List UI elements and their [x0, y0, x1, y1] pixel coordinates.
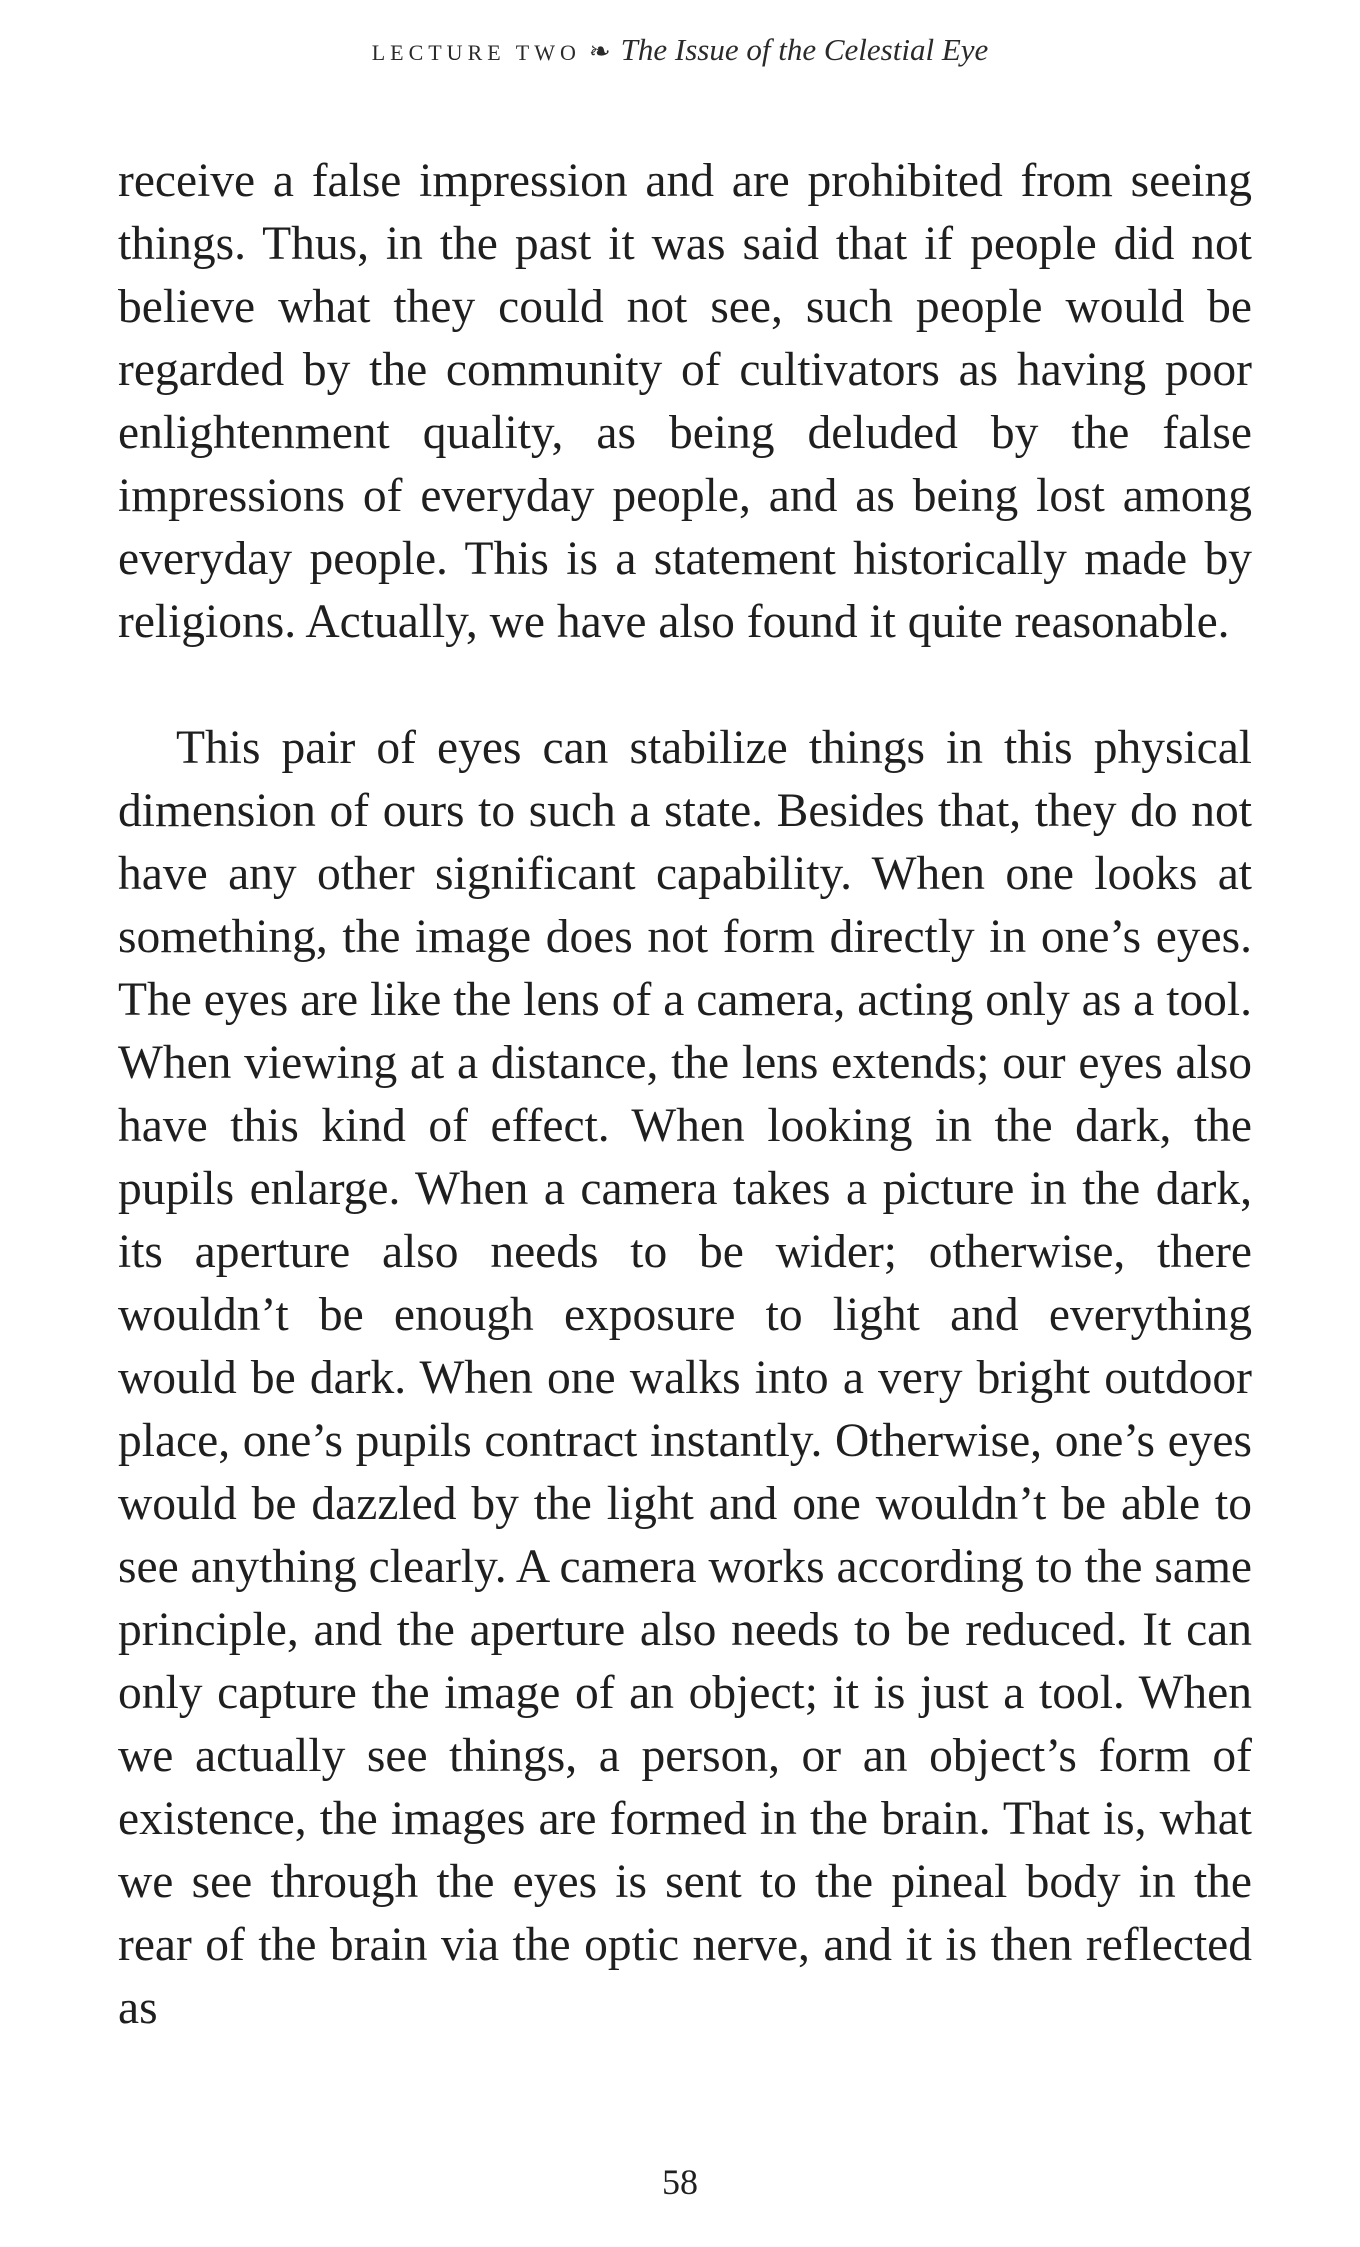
paragraph: This pair of eyes can stabilize things in this physical dimension of ours to such a state. Besides that, they do not have any other significant capability. When one looks at something, the image does not form directly in one’s eyes. The eyes are like the lens of a camera, acting only as a tool. When viewing at a distance, the lens extends; our eyes also have this kind of effect. When looking in the dark, the pupils enlarge. When a camera takes a picture in the dark, its aperture also needs to be wider; otherwise, there wouldn’t be enough exposure to light and everything would be dark. When one walks into a very bright outdoor place, one’s pupils contract instantly. Otherwise, one’s eyes would be dazzled by the light and one wouldn’t be able to see anything clearly. A camera works according to the same principle, and the aperture also needs to be reduced. It can only capture the image of an object; it is just a tool. When we actually see things, a person, or an object’s form of existence, the images are formed in the brain. That is, what we see through the eyes is sent to the pineal body in the rear of the brain via the optic nerve, and it is then reflected as	[118, 722, 1252, 2034]
body-text	[118, 150, 1252, 2040]
paragraph-continued: receive a false impression and are prohibited from seeing things. Thus, in the past it was said that if people did not believe what they could not see, such people would be regarded by the community of cultivators as having poor enlightenment quality, as being deluded by the false impressions of everyday people, and as being lost among everyday people. This is a statement historically made by religions. Actually, we have also found it quite reasonable.	[118, 155, 1252, 648]
running-header	[0, 30, 1360, 73]
chapter-title: The Issue of the Celestial Eye	[620, 32, 989, 67]
lecture-label: LECTURE TWO	[371, 40, 581, 65]
fleuron-icon: ❧	[588, 37, 611, 66]
page-number: 58	[662, 2162, 698, 2202]
